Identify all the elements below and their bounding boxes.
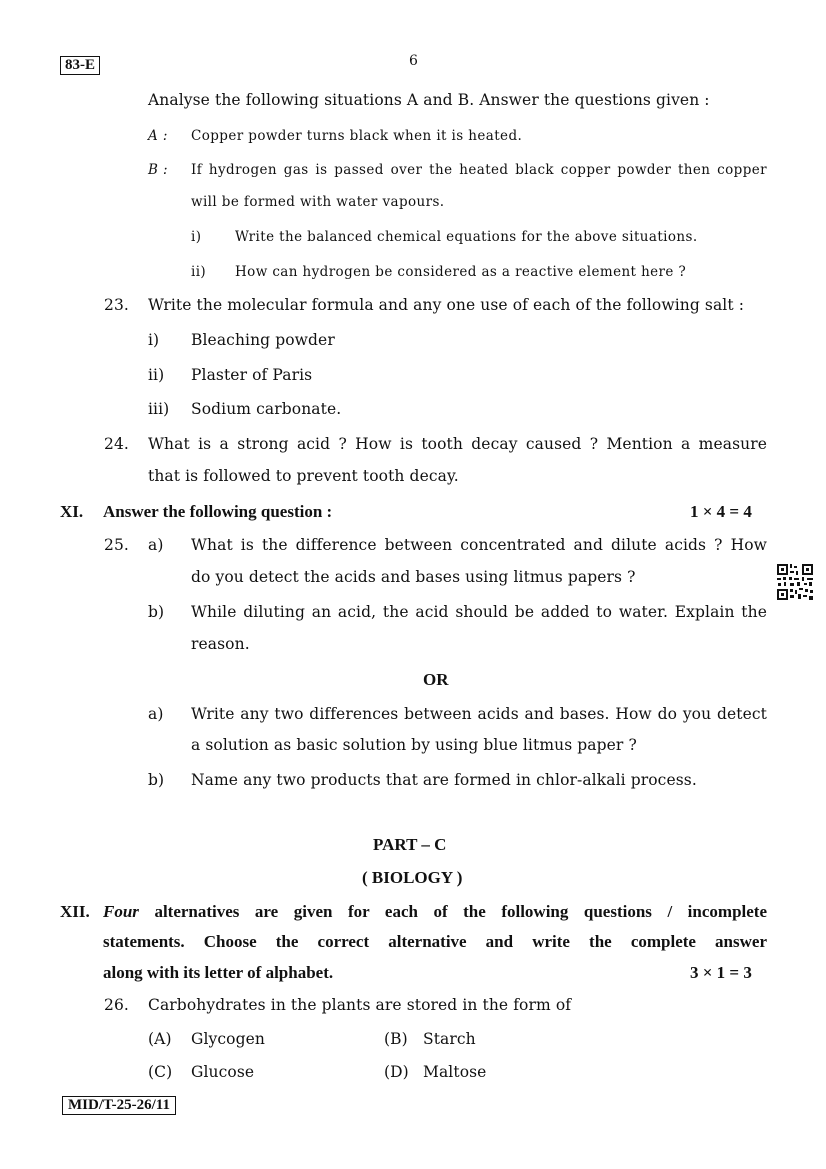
q22-sub-ii-label: ii): [191, 264, 207, 280]
section-xii-italic-word: Four: [103, 902, 139, 921]
q22-sub-i-label: i): [191, 229, 202, 245]
q25-a-line2: do you detect the acids and bases using litmus papers ?: [191, 568, 636, 586]
section-xii-marks: 3 × 1 = 3: [690, 963, 752, 982]
q26-option-b-label: (B): [384, 1030, 408, 1048]
q23-item-i-text: Bleaching powder: [191, 331, 335, 349]
section-xii-line3: along with its letter of alphabet.: [103, 963, 334, 982]
q25-b-label: b): [148, 603, 165, 621]
part-c-subject: ( BIOLOGY ): [362, 868, 463, 887]
q23-item-i-label: i): [148, 331, 160, 349]
q25-a-label: a): [148, 536, 164, 554]
q22-b-label: B :: [148, 162, 168, 178]
q25-alt-b-line1: Name any two products that are formed in chlor-alkali process.: [191, 771, 697, 789]
section-xii-line1: Four alternatives are given for each of the following questions / incomplete: [103, 902, 767, 921]
q22-b-text-line1: If hydrogen gas is passed over the heated black copper powder then copper: [191, 162, 767, 178]
section-xii-roman: XII.: [60, 902, 90, 921]
qr-code-icon: [776, 563, 814, 601]
q26-number: 26.: [104, 996, 129, 1014]
q22-b-text-line2: will be formed with water vapours.: [191, 194, 445, 210]
q23-text: Write the molecular formula and any one use of each of the following salt :: [148, 296, 745, 314]
q22-a-text: Copper powder turns black when it is heated.: [191, 128, 523, 144]
q22-intro: Analyse the following situations A and B. Answer the questions given :: [148, 91, 710, 109]
q24-text-line2: that is followed to prevent tooth decay.: [148, 467, 459, 485]
page-number: 6: [409, 53, 419, 69]
q25-b-line1: While diluting an acid, the acid should be added to water. Explain the: [191, 603, 767, 621]
q24-text-line1: What is a strong acid ? How is tooth decay caused ? Mention a measure: [148, 435, 767, 453]
part-c-title: PART – C: [373, 835, 447, 854]
paper-code-badge: 83-E: [60, 56, 100, 75]
section-xi-roman: XI.: [60, 502, 84, 521]
q25-alt-b-label: b): [148, 771, 165, 789]
q22-sub-ii-text: How can hydrogen be considered as a reactive element here ?: [235, 264, 687, 280]
or-separator: OR: [423, 670, 449, 689]
section-xi-instruction: Answer the following question :: [103, 502, 333, 521]
q25-alt-a-line1: Write any two differences between acids and bases. How do you detect: [191, 705, 767, 723]
q25-number: 25.: [104, 536, 129, 554]
q23-item-ii-text: Plaster of Paris: [191, 366, 313, 384]
q23-item-iii-text: Sodium carbonate.: [191, 400, 342, 418]
section-xi-marks: 1 × 4 = 4: [690, 502, 752, 521]
q25-alt-a-label: a): [148, 705, 164, 723]
q26-option-d-label: (D): [384, 1063, 409, 1081]
q26-option-a-text: Glycogen: [191, 1030, 265, 1048]
q25-alt-a-line2: a solution as basic solution by using blue litmus paper ?: [191, 736, 637, 754]
q26-text: Carbohydrates in the plants are stored in the form of: [148, 996, 572, 1014]
footer-code-badge: MID/T-25-26/11: [62, 1096, 176, 1115]
q26-option-b-text: Starch: [423, 1030, 476, 1048]
q25-a-line1: What is the difference between concentrated and dilute acids ? How: [191, 536, 767, 554]
q24-number: 24.: [104, 435, 129, 453]
q22-sub-i-text: Write the balanced chemical equations for the above situations.: [235, 229, 698, 245]
q26-option-a-label: (A): [148, 1030, 172, 1048]
q23-number: 23.: [104, 296, 129, 314]
q26-option-c-label: (C): [148, 1063, 173, 1081]
q26-option-d-text: Maltose: [423, 1063, 487, 1081]
q22-a-label: A :: [148, 128, 168, 144]
q26-option-c-text: Glucose: [191, 1063, 255, 1081]
q25-b-line2: reason.: [191, 635, 250, 653]
q23-item-iii-label: iii): [148, 400, 170, 418]
section-xii-line2: statements. Choose the correct alternative and write the complete answer: [103, 932, 767, 951]
q23-item-ii-label: ii): [148, 366, 165, 384]
